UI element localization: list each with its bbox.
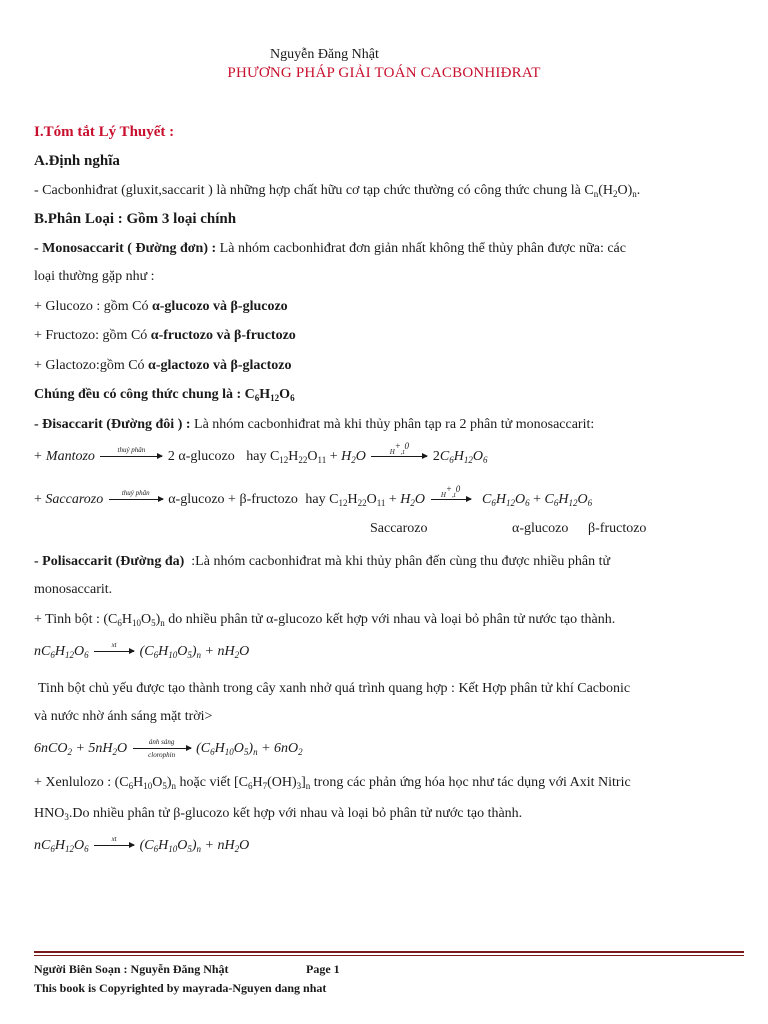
equation-saccarozo: + Saccarozo thuỷ phân α-glucozo + β-fructozo hay $C_{12}H_{22}O_{11} + H_2O$ $H^+,t^0$ $C_6H_{12}O_6 + C_6H_{12}O_6$ xyxy=(34,484,593,508)
xenlulozo-line-1: + Xenlulozo : $(C_6H_{10}O_5)_n$ hoặc viết $[C_6H_7(OH)_3]_n$ trong các phản ứng hóa học như tác dụng với Axit Nitric xyxy=(34,775,631,791)
footer-page-number: Page 1 xyxy=(306,962,340,976)
tinhbot-line: + Tinh bột : $(C_6H_{10}O_5)_n$ do nhiều phân tử α-glucozo kết hợp với nhau và loại bỏ phân tử nước tạo thành. xyxy=(34,612,616,628)
page-title: PHƯƠNG PHÁP GIẢI TOÁN CACBONHIĐRAT xyxy=(227,65,541,81)
poly-line-1: - Polisaccarit (Đường đa) :Là nhóm cacbonhiđrat mà khi thủy phân đến cùng thu được nhiều phân tử xyxy=(34,554,611,569)
footer-rule-thin xyxy=(34,955,744,956)
fructozo-line: + Fructozo: gồm Có α-fructozo và β-fructozo xyxy=(34,328,296,343)
footer-author: Người Biên Soạn : Nguyễn Đăng Nhật xyxy=(34,962,229,976)
equation-tinhbot: $nC_6H_{12}O_6$ xt $(C_6H_{10}O_5)_n + nH_2O$ xyxy=(34,641,250,660)
mono-line-2: loại thường gặp như : xyxy=(34,269,155,284)
photosynthesis-line-2: và nước nhờ ánh sáng mặt trời> xyxy=(34,709,213,724)
equation-photosynthesis: $6nCO_2 + 5nH_2O$ ánh sáng clorophin $(C_6H_{10}O_5)_n + 6nO_2$ xyxy=(34,738,303,760)
label-saccarozo: Saccarozo xyxy=(370,521,428,536)
section-heading-theory: I.Tóm tắt Lý Thuyết : xyxy=(34,124,175,140)
equation-xenlulozo: $nC_6H_{12}O_6$ xt $(C_6H_{10}O_5)_n + nH_2O$ xyxy=(34,835,250,854)
common-formula-line: Chúng đều có công thức chung là : $C_6H_{12}O_6$ xyxy=(34,387,295,403)
mono-line-1: - Monosaccarit ( Đường đơn) : Là nhóm cacbonhiđrat đơn giản nhất không thể thủy phân được nữa: các xyxy=(34,241,626,256)
definition-text: - Cacbonhiđrat (gluxit,saccarit ) là những hợp chất hữu cơ tạp chức thường có công thức chung là $C_n(H_2O)_n$. xyxy=(34,183,641,199)
author-name: Nguyễn Đăng Nhật xyxy=(270,47,379,62)
heading-classification: B.Phân Loại : Gồm 3 loại chính xyxy=(34,211,237,227)
footer-copyright: This book is Copyrighted by mayrada-Nguyen dang nhat xyxy=(34,981,327,995)
glucozo-line: + Glucozo : gồm Có α-glucozo và β-glucozo xyxy=(34,299,288,314)
heading-definition: A.Định nghĩa xyxy=(34,153,120,169)
di-line: - Đisaccarit (Đường đôi ) : Là nhóm cacbonhiđrat mà khi thủy phân tạp ra 2 phân tử monosaccarit: xyxy=(34,417,595,432)
photosynthesis-line-1: Tinh bột chủ yếu được tạo thành trong cây xanh nhở quá trình quang hợp : Kết Hợp phân tử khí Cacbonic xyxy=(38,681,631,696)
xenlulozo-line-2: $HNO_3.Do$ nhiều phân tử β-glucozo kết hợp với nhau và loại bỏ phân tử nước tạo thành. xyxy=(34,806,523,822)
equation-mantozo: + Mantozo thuỷ phân 2 α-glucozo hay $C_{12}H_{22}O_{11} + H_2O$ $H^+,t^0$ $2C_6H_{12}O_6$ xyxy=(34,441,488,465)
glactozo-line: + Glactozo:gồm Có α-glactozo và β-glactozo xyxy=(34,358,292,373)
poly-line-2: monosaccarit. xyxy=(34,582,113,597)
label-alpha-glucozo: α-glucozo xyxy=(512,521,569,536)
label-beta-fructozo: β-fructozo xyxy=(588,521,647,536)
footer-rule xyxy=(34,951,744,953)
